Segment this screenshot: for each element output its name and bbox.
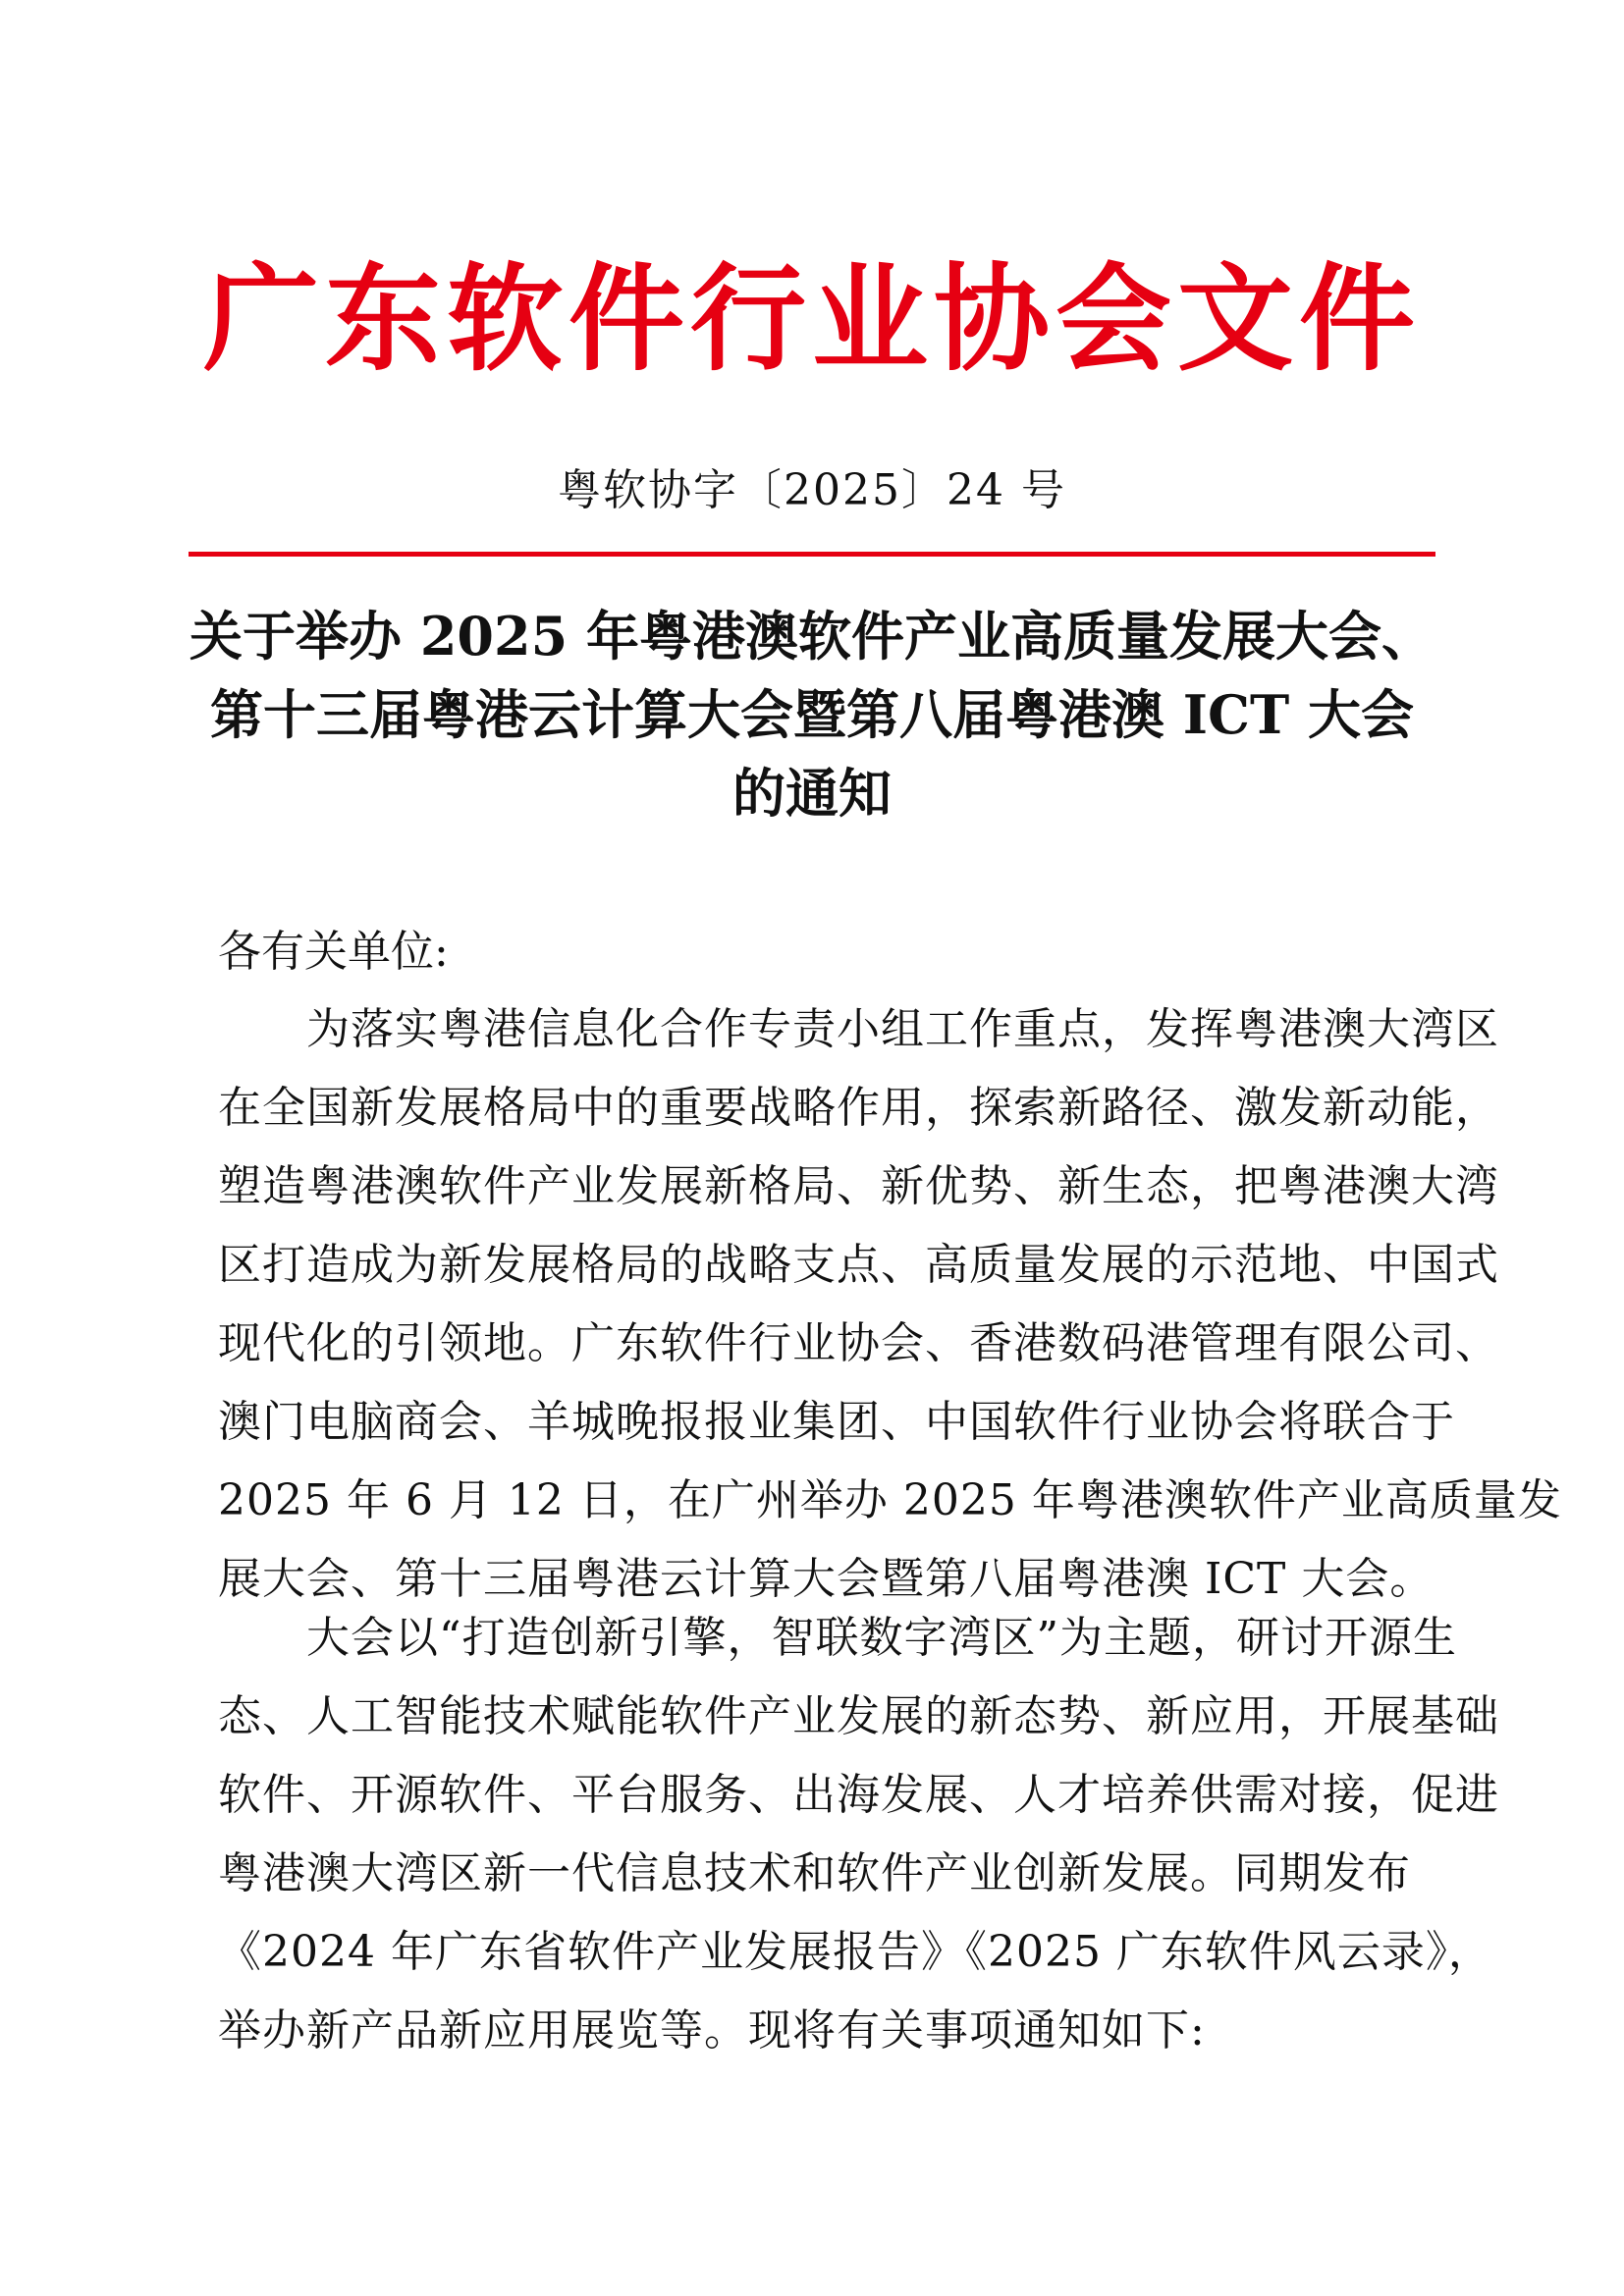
paragraph-line: 软件、开源软件、平台服务、出海发展、人才培养供需对接，促进 <box>218 1770 1499 1820</box>
paragraph-line: 展大会、第十三届粤港云计算大会暨第八届粤港澳 ICT 大会。 <box>218 1554 1435 1604</box>
paragraph-line: 区打造成为新发展格局的战略支点、高质量发展的示范地、中国式 <box>218 1240 1499 1290</box>
paragraph-line: 大会以“打造创新引擎，智联数字湾区”为主题，研讨开源生 <box>218 1613 1457 1663</box>
paragraph-line: 为落实粤港信息化合作专责小组工作重点，发挥粤港澳大湾区 <box>218 1004 1499 1054</box>
title-line: 第十三届粤港云计算大会暨第八届粤港澳 ICT 大会 <box>209 683 1415 746</box>
notice-title <box>147 597 1477 832</box>
body-paragraph-1 <box>218 999 1562 1628</box>
paragraph-line: 粤港澳大湾区新一代信息技术和软件产业创新发展。同期发布 <box>218 1848 1411 1898</box>
paragraph-line: 举办新产品新应用展览等。现将有关事项通知如下: <box>218 2005 1206 2056</box>
document-number: 粤软协字〔2025〕24 号 <box>558 465 1066 515</box>
paragraph-line: 现代化的引领地。广东软件行业协会、香港数码港管理有限公司、 <box>218 1318 1499 1368</box>
paragraph-line: 澳门电脑商会、羊城晚报报业集团、中国软件行业协会将联合于 <box>218 1397 1455 1447</box>
paragraph-line: 2025 年 6 月 12 日，在广州举办 2025 年粤港澳软件产业高质量发 <box>218 1475 1562 1525</box>
title-line: 的通知 <box>732 762 892 825</box>
paragraph-line: 在全国新发展格局中的重要战略作用，探索新路径、激发新动能， <box>218 1083 1499 1133</box>
paragraph-line: 塑造粤港澳软件产业发展新格局、新优势、新生态，把粤港澳大湾 <box>218 1161 1499 1211</box>
salutation: 各有关单位: <box>218 927 449 977</box>
body-paragraph-2 <box>218 1608 1499 2079</box>
paragraph-line: 《2024 年广东省软件产业发展报告》《2025 广东软件风云录》， <box>218 1927 1492 1977</box>
title-line: 关于举办 2025 年粤港澳软件产业高质量发展大会、 <box>189 605 1435 667</box>
organization-header: 广东软件行业协会文件 <box>202 250 1421 387</box>
red-separator-line <box>189 552 1435 557</box>
paragraph-line: 态、人工智能技术赋能软件产业发展的新态势、新应用，开展基础 <box>218 1691 1499 1741</box>
